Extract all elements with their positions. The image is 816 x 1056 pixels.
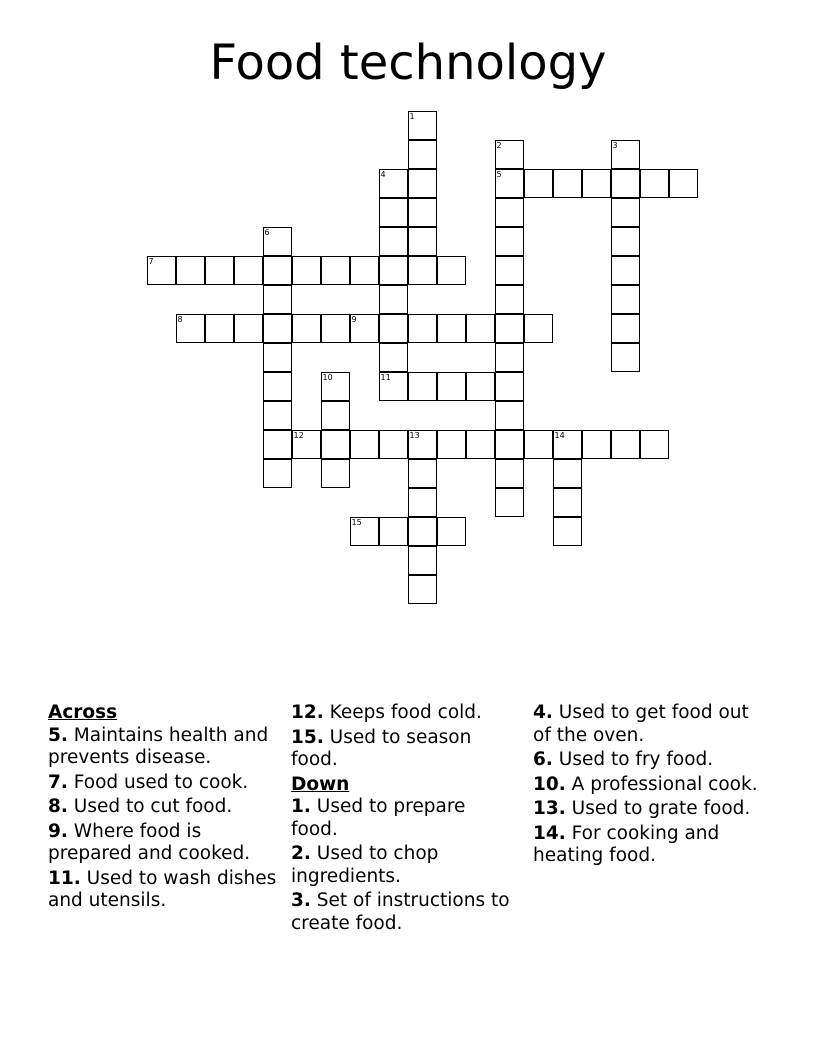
grid-cell[interactable] [495, 198, 524, 227]
grid-cell[interactable] [321, 256, 350, 285]
grid-cell[interactable] [350, 256, 379, 285]
grid-cell[interactable] [553, 430, 582, 459]
clue-down-3: 3. Set of instructions to create food. [291, 890, 510, 934]
grid-cell[interactable] [640, 430, 669, 459]
clue-across-5: 5. Maintains health and prevents disease. [48, 724, 269, 768]
grid-cell[interactable] [611, 256, 640, 285]
grid-cell[interactable] [379, 372, 408, 401]
grid-cell[interactable] [553, 517, 582, 546]
grid-cell[interactable] [176, 256, 205, 285]
cell-number: 6 [264, 227, 270, 237]
grid-cell[interactable] [263, 227, 292, 256]
grid-cell[interactable] [321, 314, 350, 343]
clue-across-8: 8. Used to cut food. [48, 796, 233, 817]
clue-down-1: 1. Used to prepare food. [291, 796, 466, 840]
grid-cell[interactable] [553, 488, 582, 517]
grid-cell[interactable] [379, 227, 408, 256]
grid-cell[interactable] [350, 517, 379, 546]
grid-cell[interactable] [379, 343, 408, 372]
page-title: Food technology [209, 35, 607, 91]
grid-cell[interactable] [408, 256, 437, 285]
grid-cell[interactable] [321, 430, 350, 459]
clue-column-3 [533, 702, 763, 870]
clue-down-4: 4. Used to get food out of the oven. [533, 702, 749, 746]
grid-cell[interactable] [495, 401, 524, 430]
down-heading: Down [291, 773, 350, 795]
grid-cell[interactable] [263, 256, 292, 285]
grid-cell[interactable] [495, 314, 524, 343]
grid-cell[interactable] [292, 430, 321, 459]
grid-cell[interactable] [553, 459, 582, 488]
grid-cell[interactable] [379, 198, 408, 227]
cell-number: 5 [496, 169, 502, 179]
grid-cell[interactable] [437, 256, 466, 285]
grid-cell[interactable] [205, 256, 234, 285]
grid-cell[interactable] [553, 169, 582, 198]
cell-number: 9 [351, 314, 357, 324]
grid-cell[interactable] [408, 575, 437, 604]
grid-cell[interactable] [582, 430, 611, 459]
grid-cell[interactable] [495, 140, 524, 169]
grid-cell[interactable] [669, 169, 698, 198]
grid-cell[interactable] [495, 372, 524, 401]
cell-number: 15 [351, 517, 362, 527]
clue-across-12: 12. Keeps food cold. [291, 702, 482, 723]
clue-column-1 [48, 702, 280, 915]
grid-cell[interactable] [408, 140, 437, 169]
grid-cell[interactable] [437, 372, 466, 401]
grid-cell[interactable] [408, 169, 437, 198]
cell-number: 7 [148, 256, 154, 266]
cell-number: 12 [293, 430, 304, 440]
clue-across-11: 11. Used to wash dishes and utensils. [48, 867, 277, 911]
grid-cell[interactable] [234, 314, 263, 343]
grid-cell[interactable] [263, 285, 292, 314]
grid-cell[interactable] [379, 517, 408, 546]
grid-cell[interactable] [176, 314, 205, 343]
grid-cell[interactable] [408, 227, 437, 256]
grid-cell[interactable] [524, 430, 553, 459]
grid-cell[interactable] [350, 314, 379, 343]
clue-across-15: 15. Used to season food. [291, 726, 472, 770]
grid-cell[interactable] [408, 111, 437, 140]
clue-down-6: 6. Used to fry food. [533, 749, 714, 770]
clue-across-9: 9. Where food is prepared and cooked. [48, 820, 251, 864]
grid-cell[interactable] [495, 256, 524, 285]
grid-cell[interactable] [321, 372, 350, 401]
clue-down-14: 14. For cooking and heating food. [533, 822, 720, 866]
clue-column-2 [291, 702, 517, 937]
grid-cell[interactable] [292, 314, 321, 343]
grid-cell[interactable] [379, 285, 408, 314]
grid-cell[interactable] [408, 488, 437, 517]
grid-cell[interactable] [263, 459, 292, 488]
grid-cell[interactable] [495, 343, 524, 372]
grid-cell[interactable] [466, 430, 495, 459]
grid-cell[interactable] [611, 343, 640, 372]
grid-cell[interactable] [611, 227, 640, 256]
grid-cell[interactable] [321, 401, 350, 430]
grid-cell[interactable] [408, 430, 437, 459]
clue-down-10: 10. A professional cook. [533, 773, 758, 795]
clue-down-2: 2. Used to chop ingredients. [291, 843, 439, 887]
grid-cell[interactable] [408, 546, 437, 575]
grid-cell[interactable] [495, 227, 524, 256]
cell-number: 10 [322, 372, 333, 382]
cell-number: 11 [380, 372, 391, 382]
grid-cell[interactable] [611, 430, 640, 459]
cell-number: 8 [177, 314, 183, 324]
grid-cell[interactable] [379, 430, 408, 459]
grid-cell[interactable] [408, 198, 437, 227]
grid-cell[interactable] [524, 169, 553, 198]
grid-cell[interactable] [263, 372, 292, 401]
grid-cell[interactable] [495, 169, 524, 198]
grid-cell[interactable] [437, 517, 466, 546]
grid-cell[interactable] [408, 372, 437, 401]
grid-cell[interactable] [640, 169, 669, 198]
cell-number: 4 [380, 169, 386, 179]
grid-cell[interactable] [263, 343, 292, 372]
grid-cell[interactable] [350, 430, 379, 459]
grid-cell[interactable] [263, 430, 292, 459]
grid-cell[interactable] [524, 314, 553, 343]
grid-cell[interactable] [611, 314, 640, 343]
grid-cell[interactable] [292, 256, 321, 285]
cell-number: 3 [612, 140, 618, 150]
grid-cell[interactable] [495, 430, 524, 459]
grid-cell[interactable] [611, 285, 640, 314]
cell-number: 2 [496, 140, 502, 150]
cell-number: 14 [554, 430, 565, 440]
grid-cell[interactable] [379, 169, 408, 198]
grid-cell[interactable] [495, 459, 524, 488]
grid-cell[interactable] [321, 459, 350, 488]
grid-cell[interactable] [466, 372, 495, 401]
across-heading: Across [48, 702, 118, 723]
grid-cell[interactable] [466, 314, 495, 343]
grid-cell[interactable] [147, 256, 176, 285]
grid-cell[interactable] [408, 459, 437, 488]
cell-number: 1 [409, 111, 415, 121]
grid-cell[interactable] [205, 314, 234, 343]
grid-cell[interactable] [437, 430, 466, 459]
grid-cell[interactable] [234, 256, 263, 285]
grid-cell[interactable] [408, 314, 437, 343]
grid-cell[interactable] [379, 314, 408, 343]
grid-cell[interactable] [263, 314, 292, 343]
grid-cell[interactable] [263, 401, 292, 430]
grid-cell[interactable] [611, 169, 640, 198]
clue-across-7: 7. Food used to cook. [48, 771, 249, 793]
grid-cell[interactable] [495, 488, 524, 517]
grid-cell[interactable] [379, 256, 408, 285]
grid-cell[interactable] [437, 314, 466, 343]
grid-cell[interactable] [495, 285, 524, 314]
grid-cell[interactable] [611, 198, 640, 227]
grid-cell[interactable] [582, 169, 611, 198]
cell-number: 13 [409, 430, 420, 440]
clue-down-13: 13. Used to grate food. [533, 798, 751, 819]
grid-cell[interactable] [611, 140, 640, 169]
grid-cell[interactable] [408, 517, 437, 546]
